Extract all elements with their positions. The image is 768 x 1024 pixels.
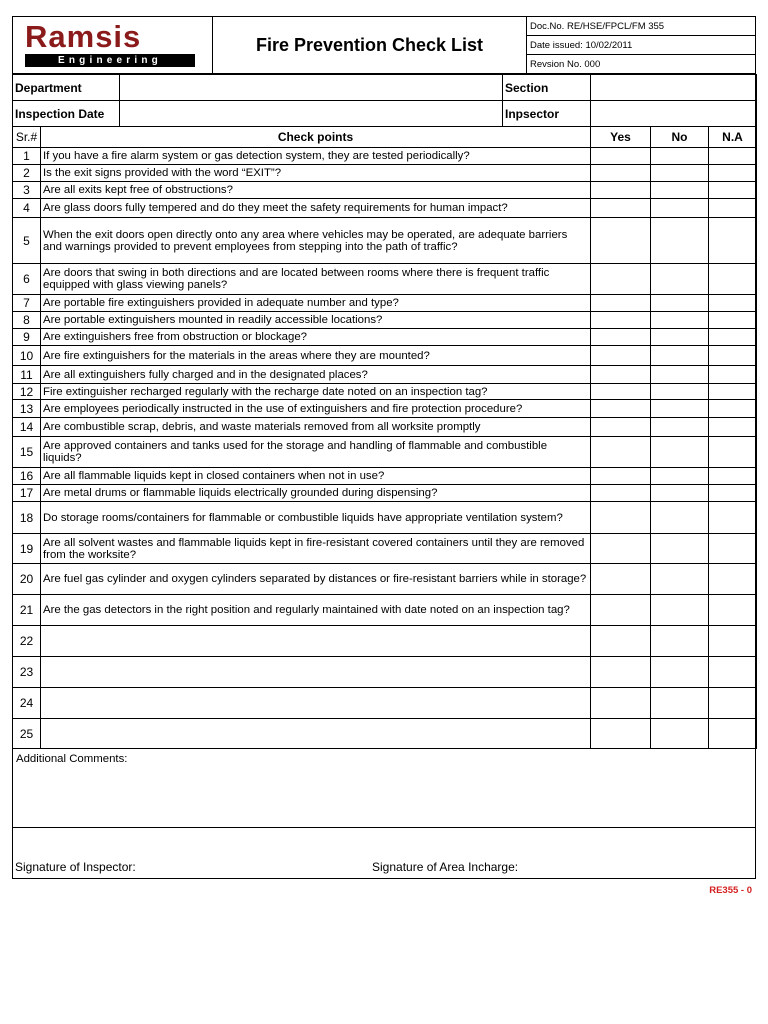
row-no-cell[interactable] bbox=[651, 626, 709, 657]
row-check-point bbox=[41, 626, 591, 657]
signature-inspector-label: Signature of Inspector: bbox=[15, 860, 136, 874]
table-row bbox=[13, 626, 757, 657]
row-na-cell[interactable] bbox=[709, 366, 757, 384]
row-check-point: Are glass doors fully tempered and do they meet the safety requirements for human impact? bbox=[41, 199, 591, 218]
row-yes-cell[interactable] bbox=[591, 719, 651, 749]
row-yes-cell[interactable] bbox=[591, 295, 651, 312]
row-na-cell[interactable] bbox=[709, 148, 757, 165]
doc-number: Doc.No. RE/HSE/FPCL/FM 355 bbox=[527, 17, 755, 36]
row-number: 16 bbox=[13, 468, 41, 485]
row-no-cell[interactable] bbox=[651, 199, 709, 218]
row-yes-cell[interactable] bbox=[591, 346, 651, 366]
row-number: 13 bbox=[13, 400, 41, 418]
row-yes-cell[interactable] bbox=[591, 626, 651, 657]
row-na-cell[interactable] bbox=[709, 502, 757, 534]
row-yes-cell[interactable] bbox=[591, 418, 651, 437]
logo-wordmark: Ramsis bbox=[25, 19, 142, 54]
row-yes-cell[interactable] bbox=[591, 595, 651, 626]
row-number: 24 bbox=[13, 688, 41, 719]
row-yes-cell[interactable] bbox=[591, 148, 651, 165]
row-no-cell[interactable] bbox=[651, 329, 709, 346]
table-row bbox=[13, 312, 757, 329]
row-na-cell[interactable] bbox=[709, 199, 757, 218]
section-label: Section bbox=[503, 75, 591, 101]
form-code: RE355 - 0 bbox=[709, 885, 752, 896]
row-no-cell[interactable] bbox=[651, 502, 709, 534]
row-yes-cell[interactable] bbox=[591, 657, 651, 688]
row-number: 14 bbox=[13, 418, 41, 437]
row-yes-cell[interactable] bbox=[591, 468, 651, 485]
row-na-cell[interactable] bbox=[709, 329, 757, 346]
row-no-cell[interactable] bbox=[651, 534, 709, 564]
checklist-form bbox=[12, 74, 757, 749]
row-no-cell[interactable] bbox=[651, 719, 709, 749]
row-number: 18 bbox=[13, 502, 41, 534]
row-yes-cell[interactable] bbox=[591, 312, 651, 329]
row-yes-cell[interactable] bbox=[591, 199, 651, 218]
table-row bbox=[13, 384, 757, 400]
table-row bbox=[13, 485, 757, 502]
row-na-cell[interactable] bbox=[709, 418, 757, 437]
row-number: 20 bbox=[13, 564, 41, 595]
row-na-cell[interactable] bbox=[709, 626, 757, 657]
row-no-cell[interactable] bbox=[651, 384, 709, 400]
row-yes-cell[interactable] bbox=[591, 182, 651, 199]
table-row bbox=[13, 437, 757, 468]
row-check-point: If you have a fire alarm system or gas detection system, they are tested periodically? bbox=[41, 148, 591, 165]
table-row bbox=[13, 218, 757, 264]
row-na-cell[interactable] bbox=[709, 595, 757, 626]
row-na-cell[interactable] bbox=[709, 384, 757, 400]
row-number: 7 bbox=[13, 295, 41, 312]
table-row bbox=[13, 719, 757, 749]
row-no-cell[interactable] bbox=[651, 437, 709, 468]
row-na-cell[interactable] bbox=[709, 312, 757, 329]
row-check-point: Are doors that swing in both directions and are located between rooms where there is frequent traffic equipped with glass viewing panels? bbox=[41, 264, 591, 295]
row-na-cell[interactable] bbox=[709, 182, 757, 199]
row-number: 6 bbox=[13, 264, 41, 295]
row-no-cell[interactable] bbox=[651, 264, 709, 295]
row-yes-cell[interactable] bbox=[591, 502, 651, 534]
comments-box[interactable] bbox=[12, 750, 756, 828]
row-no-cell[interactable] bbox=[651, 485, 709, 502]
row-check-point: When the exit doors open directly onto any area where vehicles may be operated, are adequate barriers and warnings provided to prevent employees from stepping into the path of traffic? bbox=[41, 218, 591, 264]
table-row bbox=[13, 688, 757, 719]
row-yes-cell[interactable] bbox=[591, 218, 651, 264]
department-label: Department bbox=[13, 75, 120, 101]
col-check-header: Check points bbox=[41, 127, 591, 148]
row-number: 22 bbox=[13, 626, 41, 657]
row-check-point bbox=[41, 657, 591, 688]
row-na-cell[interactable] bbox=[709, 295, 757, 312]
row-na-cell[interactable] bbox=[709, 485, 757, 502]
signature-area bbox=[12, 828, 756, 879]
row-na-cell[interactable] bbox=[709, 400, 757, 418]
row-no-cell[interactable] bbox=[651, 295, 709, 312]
table-row bbox=[13, 199, 757, 218]
document-header bbox=[12, 16, 756, 74]
col-no-header: No bbox=[651, 127, 709, 148]
row-check-point: Are all extinguishers fully charged and in the designated places? bbox=[41, 366, 591, 384]
row-no-cell[interactable] bbox=[651, 657, 709, 688]
col-yes-header: Yes bbox=[591, 127, 651, 148]
row-yes-cell[interactable] bbox=[591, 366, 651, 384]
row-no-cell[interactable] bbox=[651, 688, 709, 719]
row-no-cell[interactable] bbox=[651, 218, 709, 264]
row-no-cell[interactable] bbox=[651, 468, 709, 485]
row-number: 10 bbox=[13, 346, 41, 366]
table-row bbox=[13, 346, 757, 366]
table-row bbox=[13, 400, 757, 418]
row-no-cell[interactable] bbox=[651, 182, 709, 199]
row-na-cell[interactable] bbox=[709, 346, 757, 366]
date-issued: Date issued: 10/02/2011 bbox=[527, 36, 755, 55]
row-check-point: Are portable extinguishers mounted in readily accessible locations? bbox=[41, 312, 591, 329]
table-row bbox=[13, 165, 757, 182]
row-na-cell[interactable] bbox=[709, 218, 757, 264]
row-na-cell[interactable] bbox=[709, 688, 757, 719]
row-number: 4 bbox=[13, 199, 41, 218]
company-logo bbox=[13, 17, 213, 73]
col-na-header: N.A bbox=[709, 127, 757, 148]
form-title: Fire Prevention Check List bbox=[213, 17, 527, 73]
row-yes-cell[interactable] bbox=[591, 564, 651, 595]
row-yes-cell[interactable] bbox=[591, 264, 651, 295]
row-na-cell[interactable] bbox=[709, 165, 757, 182]
row-na-cell[interactable] bbox=[709, 657, 757, 688]
row-check-point: Fire extinguisher recharged regularly with the recharge date noted on an inspection tag? bbox=[41, 384, 591, 400]
row-number: 9 bbox=[13, 329, 41, 346]
row-no-cell[interactable] bbox=[651, 418, 709, 437]
row-na-cell[interactable] bbox=[709, 264, 757, 295]
row-yes-cell[interactable] bbox=[591, 165, 651, 182]
table-row bbox=[13, 182, 757, 199]
table-row bbox=[13, 329, 757, 346]
row-check-point: Are portable fire extinguishers provided in adequate number and type? bbox=[41, 295, 591, 312]
table-row bbox=[13, 295, 757, 312]
row-check-point: Are all solvent wastes and flammable liquids kept in fire-resistant covered containers until they are removed from the worksite? bbox=[41, 534, 591, 564]
row-check-point: Are combustible scrap, debris, and waste materials removed from all worksite promptly bbox=[41, 418, 591, 437]
row-check-point: Is the exit signs provided with the word “EXIT”? bbox=[41, 165, 591, 182]
row-no-cell[interactable] bbox=[651, 165, 709, 182]
row-check-point: Are extinguishers free from obstruction or blockage? bbox=[41, 329, 591, 346]
row-no-cell[interactable] bbox=[651, 346, 709, 366]
row-no-cell[interactable] bbox=[651, 595, 709, 626]
inspector-label: Inpsector bbox=[503, 101, 591, 127]
department-field[interactable] bbox=[120, 75, 503, 101]
row-number: 25 bbox=[13, 719, 41, 749]
row-yes-cell[interactable] bbox=[591, 400, 651, 418]
row-check-point: Are fire extinguishers for the materials in the areas where they are mounted? bbox=[41, 346, 591, 366]
row-na-cell[interactable] bbox=[709, 719, 757, 749]
logo-subtitle: Engineering bbox=[25, 54, 195, 67]
table-row bbox=[13, 148, 757, 165]
row-number: 1 bbox=[13, 148, 41, 165]
department-row bbox=[13, 75, 757, 101]
row-number: 17 bbox=[13, 485, 41, 502]
row-check-point: Are all exits kept free of obstructions? bbox=[41, 182, 591, 199]
row-number: 21 bbox=[13, 595, 41, 626]
table-row bbox=[13, 264, 757, 295]
row-number: 15 bbox=[13, 437, 41, 468]
row-no-cell[interactable] bbox=[651, 400, 709, 418]
row-check-point: Are metal drums or flammable liquids electrically grounded during dispensing? bbox=[41, 485, 591, 502]
row-check-point: Are the gas detectors in the right position and regularly maintained with date noted on an inspection tag? bbox=[41, 595, 591, 626]
table-row bbox=[13, 502, 757, 534]
inspection-row bbox=[13, 101, 757, 127]
row-na-cell[interactable] bbox=[709, 437, 757, 468]
inspection-date-label: Inspection Date bbox=[13, 101, 120, 127]
row-yes-cell[interactable] bbox=[591, 688, 651, 719]
table-row bbox=[13, 366, 757, 384]
row-yes-cell[interactable] bbox=[591, 437, 651, 468]
row-number: 3 bbox=[13, 182, 41, 199]
row-number: 23 bbox=[13, 657, 41, 688]
row-check-point bbox=[41, 719, 591, 749]
inspector-field[interactable] bbox=[591, 101, 757, 127]
row-check-point: Do storage rooms/containers for flammable or combustible liquids have appropriate ventilation system? bbox=[41, 502, 591, 534]
inspection-date-field[interactable] bbox=[120, 101, 503, 127]
row-na-cell[interactable] bbox=[709, 468, 757, 485]
row-no-cell[interactable] bbox=[651, 148, 709, 165]
row-na-cell[interactable] bbox=[709, 564, 757, 595]
table-header-row bbox=[13, 127, 757, 148]
row-check-point bbox=[41, 688, 591, 719]
row-number: 2 bbox=[13, 165, 41, 182]
row-number: 8 bbox=[13, 312, 41, 329]
row-yes-cell[interactable] bbox=[591, 384, 651, 400]
table-row bbox=[13, 468, 757, 485]
table-row bbox=[13, 534, 757, 564]
row-check-point: Are employees periodically instructed in the use of extinguishers and fire protection procedure? bbox=[41, 400, 591, 418]
row-number: 12 bbox=[13, 384, 41, 400]
row-no-cell[interactable] bbox=[651, 366, 709, 384]
col-sr-header: Sr.# bbox=[13, 127, 41, 148]
row-no-cell[interactable] bbox=[651, 312, 709, 329]
row-check-point: Are approved containers and tanks used for the storage and handling of flammable and combustible liquids? bbox=[41, 437, 591, 468]
table-row bbox=[13, 595, 757, 626]
row-number: 5 bbox=[13, 218, 41, 264]
table-row bbox=[13, 418, 757, 437]
row-check-point: Are all flammable liquids kept in closed containers when not in use? bbox=[41, 468, 591, 485]
row-na-cell[interactable] bbox=[709, 534, 757, 564]
row-number: 19 bbox=[13, 534, 41, 564]
row-no-cell[interactable] bbox=[651, 564, 709, 595]
revision-number: Revsion No. 000 bbox=[530, 59, 601, 70]
row-number: 11 bbox=[13, 366, 41, 384]
table-row bbox=[13, 564, 757, 595]
row-yes-cell[interactable] bbox=[591, 485, 651, 502]
section-field[interactable] bbox=[591, 75, 757, 101]
row-yes-cell[interactable] bbox=[591, 534, 651, 564]
signature-incharge-label: Signature of Area Incharge: bbox=[372, 860, 519, 874]
table-row bbox=[13, 657, 757, 688]
row-yes-cell[interactable] bbox=[591, 329, 651, 346]
comments-label: Additional Comments: bbox=[16, 753, 128, 765]
row-check-point: Are fuel gas cylinder and oxygen cylinders separated by distances or fire-resistant barriers while in storage? bbox=[41, 564, 591, 595]
